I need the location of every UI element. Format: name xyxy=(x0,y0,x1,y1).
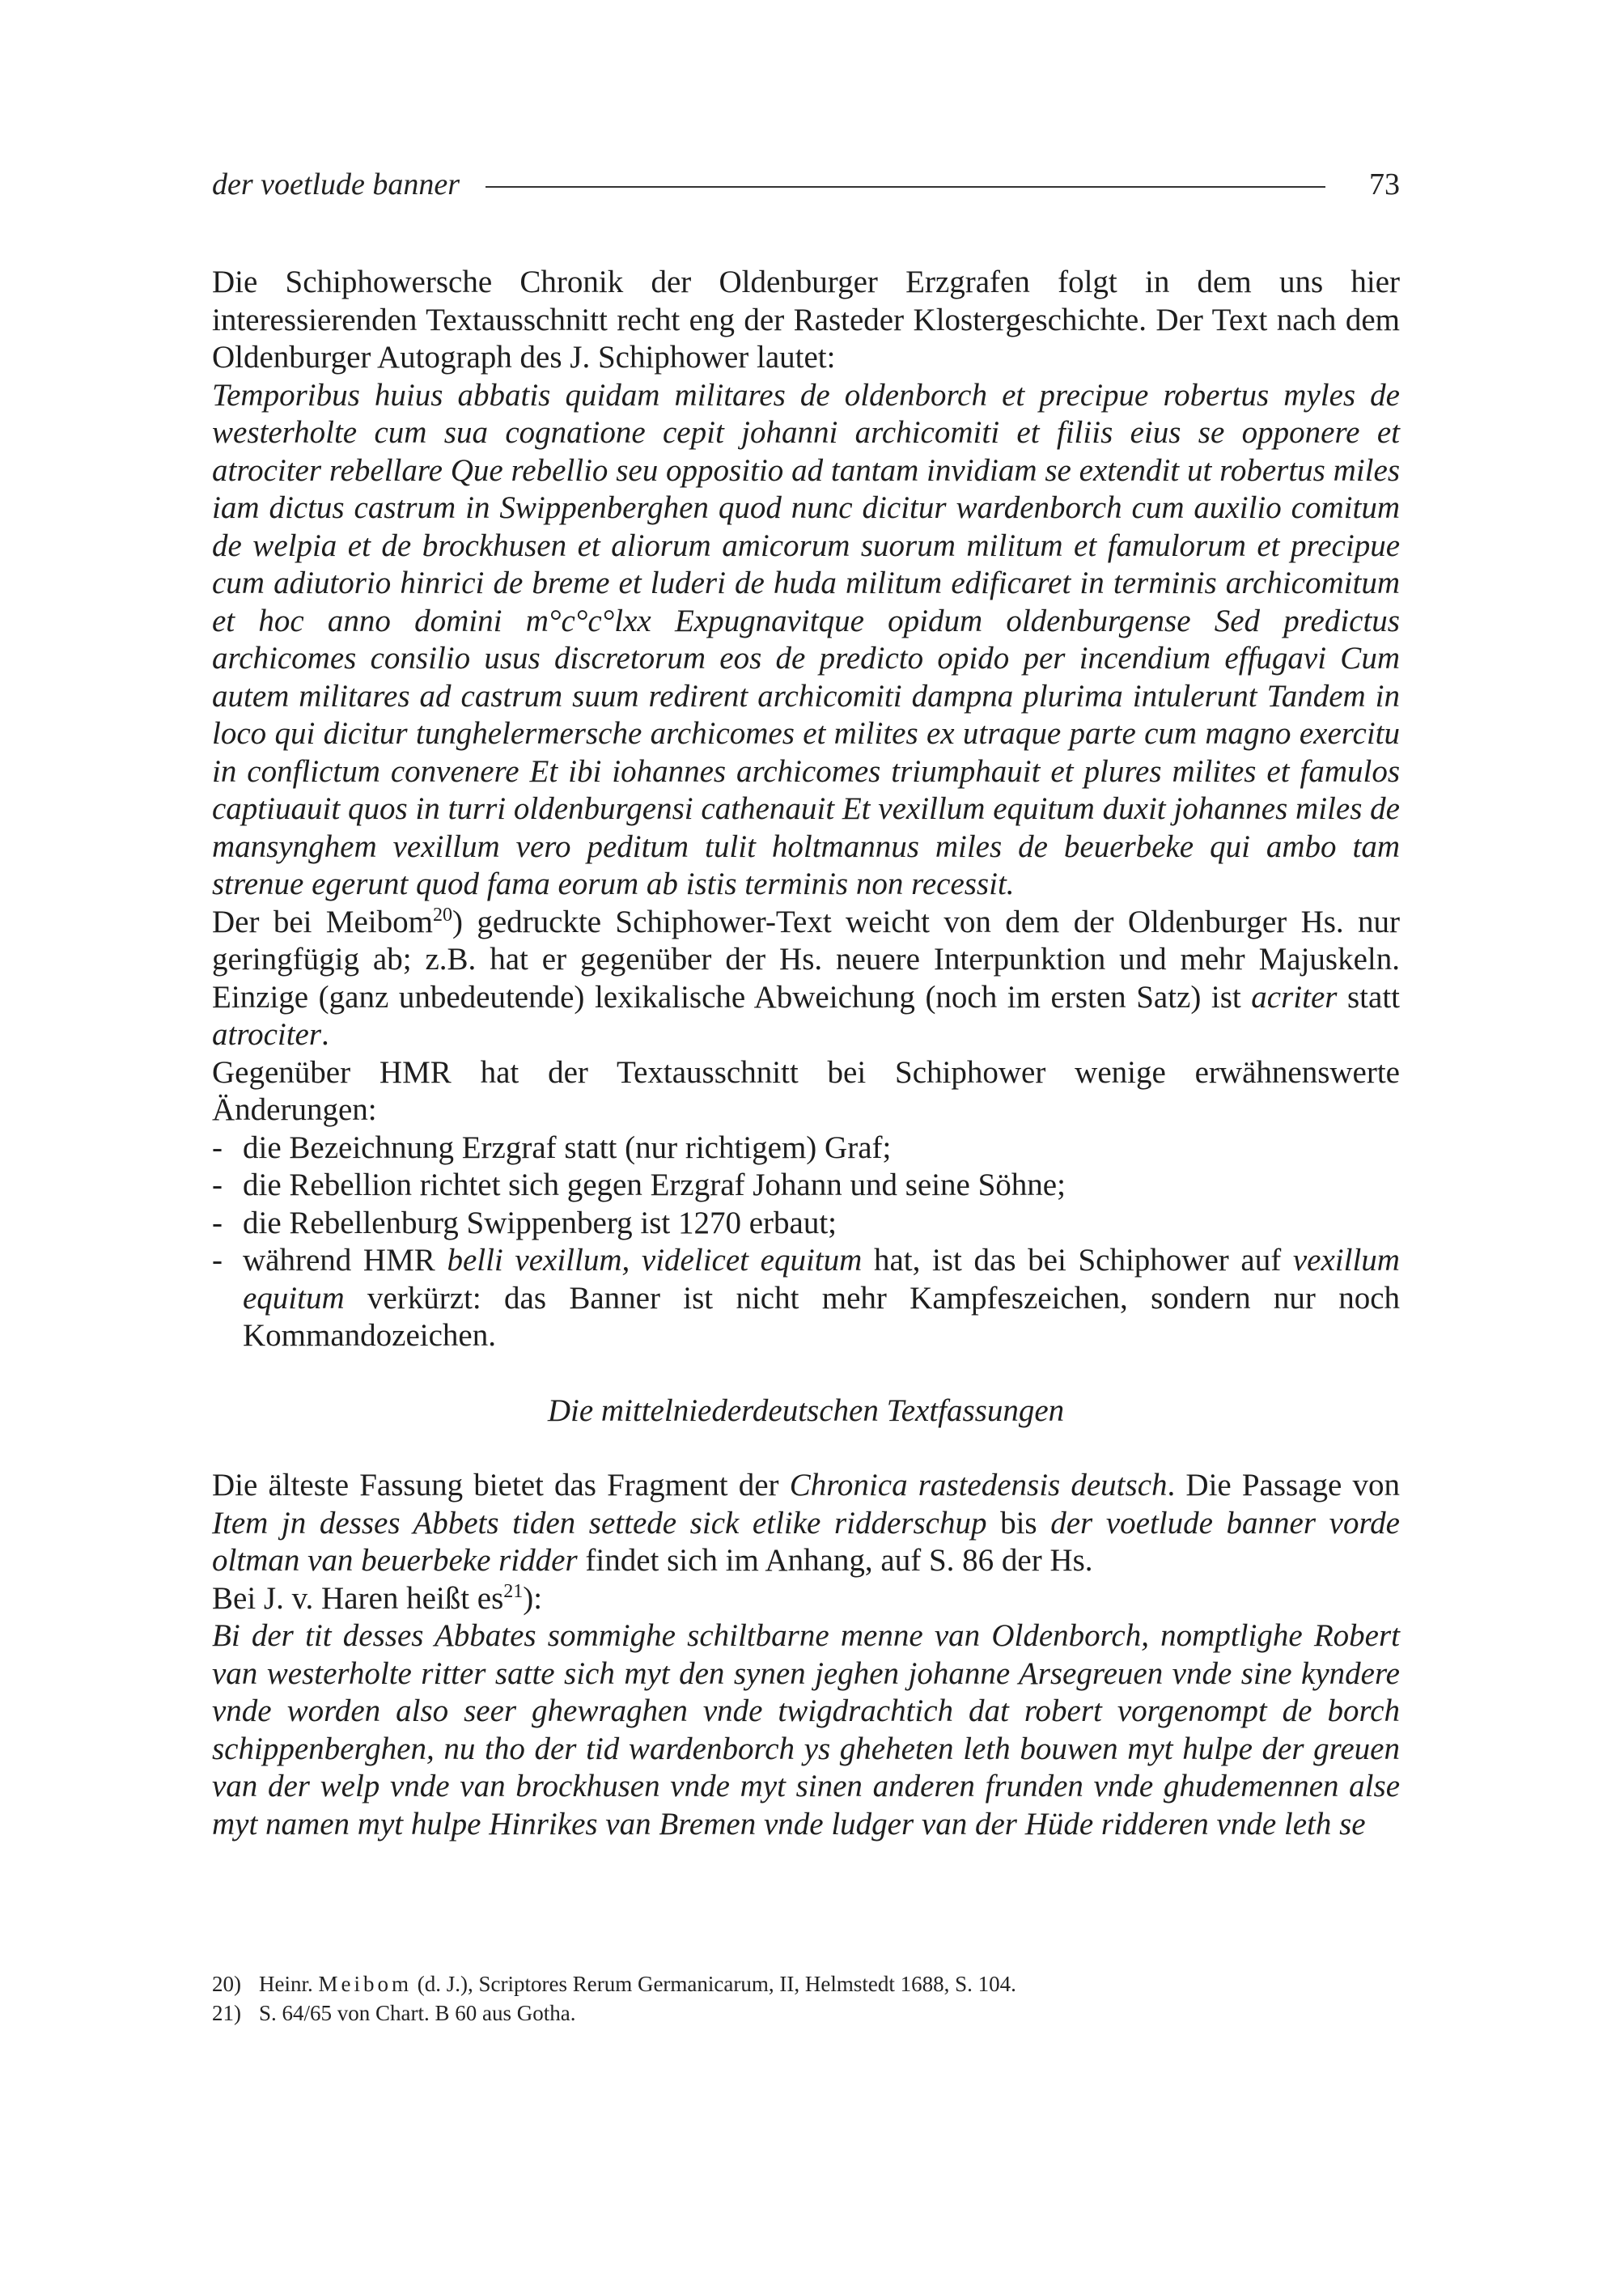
list-item-text: verkürzt: das Banner ist nicht mehr Kampfeszeichen, sondern nur noch Kommandozeichen. xyxy=(243,1280,1400,1353)
haren-paragraph xyxy=(212,1580,1400,1618)
footnote-ref-21: 21 xyxy=(503,1580,524,1602)
hmr-paragraph: Gegenüber HMR hat der Textausschnitt bei Schiphower wenige erwähnenswerte Änderungen: xyxy=(212,1054,1400,1127)
footnote-author: Meibom xyxy=(318,1972,412,1996)
list-item xyxy=(212,1242,1400,1355)
haren-text-after: ): xyxy=(523,1580,543,1616)
footnote-text: (d. J.), Scriptores Rerum Germanicarum, II, Helmstedt 1688, S. 104. xyxy=(412,1972,1016,1996)
page-number: 73 xyxy=(1369,167,1400,201)
list-item xyxy=(212,1167,1400,1205)
footnote-ref-20: 20 xyxy=(432,904,452,926)
term-acriter: acriter xyxy=(1251,979,1338,1015)
changes-list xyxy=(212,1130,1400,1355)
title-chronica: Chronica rastedensis deutsch xyxy=(789,1468,1168,1503)
footnote-text: S. 64/65 von Chart. B 60 aus Gotha. xyxy=(259,2001,576,2025)
term-vexillum-equitum: vexillum equitum xyxy=(243,1243,1400,1316)
meibom-paragraph xyxy=(212,904,1400,1054)
footnote-text: Heinr. xyxy=(259,1972,319,1996)
running-header xyxy=(212,162,1400,210)
latin-quotation: Temporibus huius abbatis quidam militares de oldenborch et precipue robertus myles de westerholte cum sua cognatione cepit johanni archicomiti et filiis eius se opponere et atrociter rebellare Que rebellio seu oppositio ad tantam invidiam se extendit ut robertus miles iam dictus castrum in Swippenberghen quod nunc dicitur wardenborch cum auxilio comitum de welpia et de brockhusen et aliorum amicorum suorum militum et famulorum et precipue cum adiutorio hinrici de breme et luderi de huda militum edificaret in terminis archicomitum et hoc anno domini m°c°c°lxx Expugnavitque opidum oldenburgense Sed predictus archicomes consilio usus discretorum eos de predicto opido per incendium effugavi Cum autem militares ad castrum suum redirent archicomiti dampna plurima intulerunt Tandem in loco qui dicitur tunghelermersche archicomes et milites ex utraque parte cum magno exercitu in conflictum convenere Et ibi iohannes archicomes triumphauit et plures milites et famulos captiuauit quos in turri oldenburgensi cathenauit Et vexillum equitum duxit johannes miles de mansynghem vexillum vero peditum tulit holtmannus miles de beuerbeke qui ambo tam strenue egerunt quod fama eorum ab istis terminis non recessit. xyxy=(212,377,1400,901)
meibom-text-2: ) gedruckte Schiphower-Text weicht von dem der Oldenburger Hs. nur geringfügig ab; z.B. hat er gegenüber der Hs. neuere Interpunktion und mehr Majuskeln. Einzige (ganz unbedeutende) lexikalische Abweichung (noch im ersten Satz) ist xyxy=(212,904,1401,1015)
footnote-20 xyxy=(212,1969,1400,1998)
header-rule xyxy=(486,186,1325,188)
footnotes xyxy=(212,1969,1400,2028)
list-item-text: hat, ist das bei Schiphower auf xyxy=(862,1243,1293,1278)
fragment-text: . Die Passage von xyxy=(1167,1468,1400,1503)
fragment-text: bis xyxy=(986,1505,1051,1541)
footnote-number: 20) xyxy=(212,1972,241,1996)
body-text xyxy=(212,264,1400,1843)
passage-end: der voetlude banner vorde oltman van beuerbeke ridder xyxy=(212,1505,1400,1578)
running-title: der voetlude banner xyxy=(212,167,460,201)
list-item xyxy=(212,1205,1400,1243)
list-item-text: die Rebellenburg Swippenberg ist 1270 erbaut; xyxy=(243,1205,837,1240)
passage-start: Item jn desses Abbets tiden settede sick etlike ridderschup xyxy=(212,1505,987,1541)
intro-paragraph: Die Schiphowersche Chronik der Oldenburger Erzgrafen folgt in dem uns hier interessierenden Textausschnitt recht eng der Rasteder Klostergeschichte. Der Text nach dem Oldenburger Autograph des J. Schiphower lautet: xyxy=(212,265,1400,375)
list-dash: - xyxy=(212,1130,223,1165)
section-heading: Die mittelniederdeutschen Textfassungen xyxy=(547,1392,1065,1428)
list-dash: - xyxy=(212,1243,223,1278)
spacer xyxy=(212,1430,1400,1467)
meibom-text-3: statt xyxy=(1337,979,1401,1015)
list-item-text: die Rebellion richtet sich gegen Erzgraf Johann und seine Söhne; xyxy=(243,1168,1066,1202)
list-item xyxy=(212,1130,1400,1168)
footnote-number: 21) xyxy=(212,2001,241,2025)
list-dash: - xyxy=(212,1168,223,1202)
footnote-21 xyxy=(212,1998,1400,2028)
fragment-text: Die älteste Fassung bietet das Fragment der xyxy=(212,1468,790,1503)
haren-text: Bei J. v. Haren heißt es xyxy=(212,1580,504,1616)
meibom-text-4: . xyxy=(321,1017,329,1052)
meibom-text-1: Der bei Meibom xyxy=(212,904,433,939)
spacer xyxy=(212,1355,1400,1392)
fragment-paragraph xyxy=(212,1467,1400,1580)
list-item-text: während HMR xyxy=(243,1243,447,1278)
fragment-text: findet sich im Anhang, auf S. 86 der Hs. xyxy=(577,1543,1093,1578)
list-dash: - xyxy=(212,1205,223,1240)
term-belli-vexillum: belli vexillum, videlicet equitum xyxy=(447,1243,863,1278)
mnd-quotation: Bi der tit desses Abbates sommighe schiltbarne menne van Oldenborch, nomptlighe Robert van westerholte ritter satte sich myt den synen jeghen johanne Arsegreuen vnde sine kyndere vnde worden also seer ghewraghen vnde twigdrachtich dat robert vorgenompt de borch schippenberghen, nu tho der tid wardenborch ys gheheten leth bouwen myt hulpe der greuen van der welp vnde van brockhusen vnde myt sinen anderen frunden vnde ghudemennen alse myt namen myt hulpe Hinrikes van Bremen vnde ludger van der Hüde ridderen vnde leth se xyxy=(212,1618,1400,1842)
term-atrociter: atrociter xyxy=(212,1017,322,1052)
list-item-text: die Bezeichnung Erzgraf statt (nur richtigem) Graf; xyxy=(243,1130,892,1165)
